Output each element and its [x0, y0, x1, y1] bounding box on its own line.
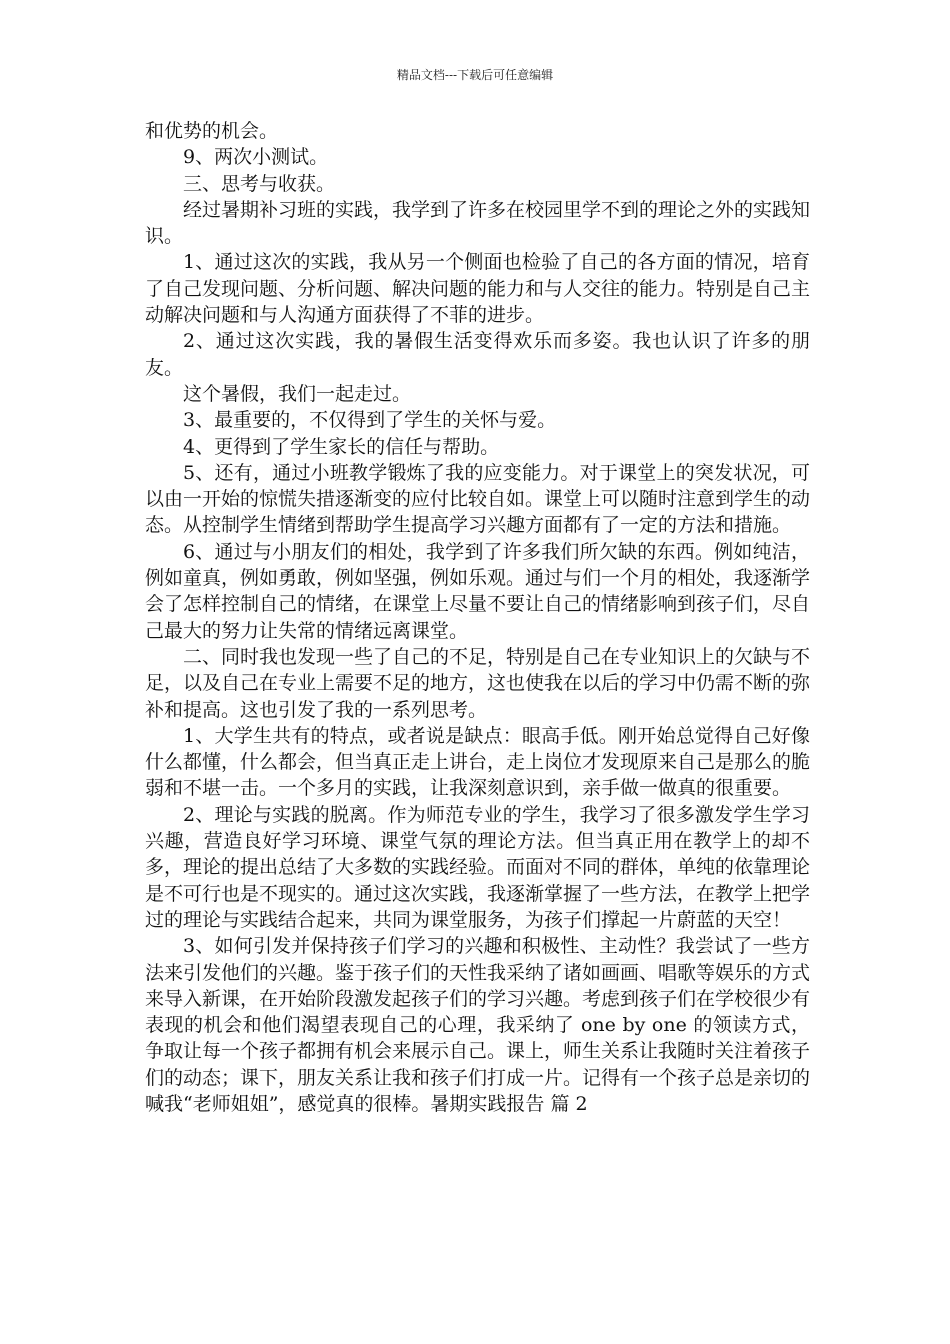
paragraph: 3、最重要的，不仅得到了学生的关怀与爱。 [183, 409, 557, 432]
paragraph: 6、通过与小朋友们的相处，我学到了许多我们所欠缺的东西。例如纯洁，例如童真，例如勇敢，例如坚强，例如乐观。通过与们一个月的相处，我逐渐学会了怎样控制自己的情绪，在课堂上尽量不要让自己的情绪影响到孩子们，尽自己最大的努力让失常的情绪远离课堂。 [145, 540, 811, 642]
page-header: 精品文档---下载后可任意编辑 [396, 68, 554, 82]
paragraph: 三、思考与收获。 [183, 172, 336, 195]
paragraph: 1、通过这次的实践，我从另一个侧面也检验了自己的各方面的情况，培育了自己发现问题、分析问题、解决问题的能力和与人交往的能力。特别是自己主动解决问题和与人沟通方面获得了不菲的进步。 [145, 251, 811, 327]
paragraph: 和优势的机会。 [145, 120, 279, 142]
document-body [145, 118, 810, 1117]
paragraph: 这个暑假，我们一起走过。 [183, 382, 412, 405]
paragraph: 5、还有，通过小班教学锻炼了我的应变能力。对于课堂上的突发状况，可以由一开始的惊慌失措逐渐变的应付比较自如。课堂上可以随时注意到学生的动态。从控制学生情绪到帮助学生提高学习兴趣方面都有了一定的方法和措施。 [145, 461, 811, 537]
paragraph: 2、通过这次实践，我的暑假生活变得欢乐而多姿。我也认识了许多的朋友。 [145, 330, 810, 379]
paragraph: 1、大学生共有的特点，或者说是缺点：眼高手低。刚开始总觉得自己好像什么都懂，什么都会，但当真正走上讲台，走上岗位才发现原来自己是那么的脆弱和不堪一击。一个多月的实践，让我深刻意识到，亲手做一做真的很重要。 [145, 724, 811, 800]
paragraph: 9、两次小测试。 [183, 146, 329, 169]
paragraph: 3、如何引发并保持孩子们学习的兴趣和积极性、主动性？我尝试了一些方法来引发他们的兴趣。鉴于孩子们的天性我采纳了诸如画画、唱歌等娱乐的方式来导入新课，在开始阶段激发起孩子们的学习兴趣。考虑到孩子们在学校很少有表现的机会和他们渴望表现自己的心理，我采纳了 one by one 的领读方式，争取让每一个孩子都拥有机会来展示自己。课上，师生关系让我随时关注着孩子们的动态；课下，朋友关系让我和孩子们打成一片。记得有一个孩子总是亲切的喊我“老师姐姐”，感觉真的很棒。暑期实践报告 篇 2 [145, 935, 811, 1115]
paragraph: 2、理论与实践的脱离。作为师范专业的学生，我学习了很多激发学生学习兴趣，营造良好学习环境、课堂气氛的理论方法。但当真正用在教学上的却不多，理论的提出总结了大多数的实践经验。而面对不同的群体，单纯的依靠理论是不可行也是不现实的。通过这次实践，我逐渐掌握了一些方法，在教学上把学过的理论与实践结合起来，共同为课堂服务，为孩子们撑起一片蔚蓝的天空！ [145, 803, 811, 931]
paragraph: 经过暑期补习班的实践，我学到了许多在校园里学不到的理论之外的实践知识。 [145, 198, 811, 248]
paragraph: 4、更得到了学生家长的信任与帮助。 [183, 435, 500, 458]
paragraph: 二、同时我也发现一些了自己的不足，特别是自己在专业知识上的欠缺与不足，以及自己在专业上需要不足的地方，这也使我在以后的学习中仍需不断的弥补和提高。这也引发了我的一系列思考。 [145, 645, 811, 721]
